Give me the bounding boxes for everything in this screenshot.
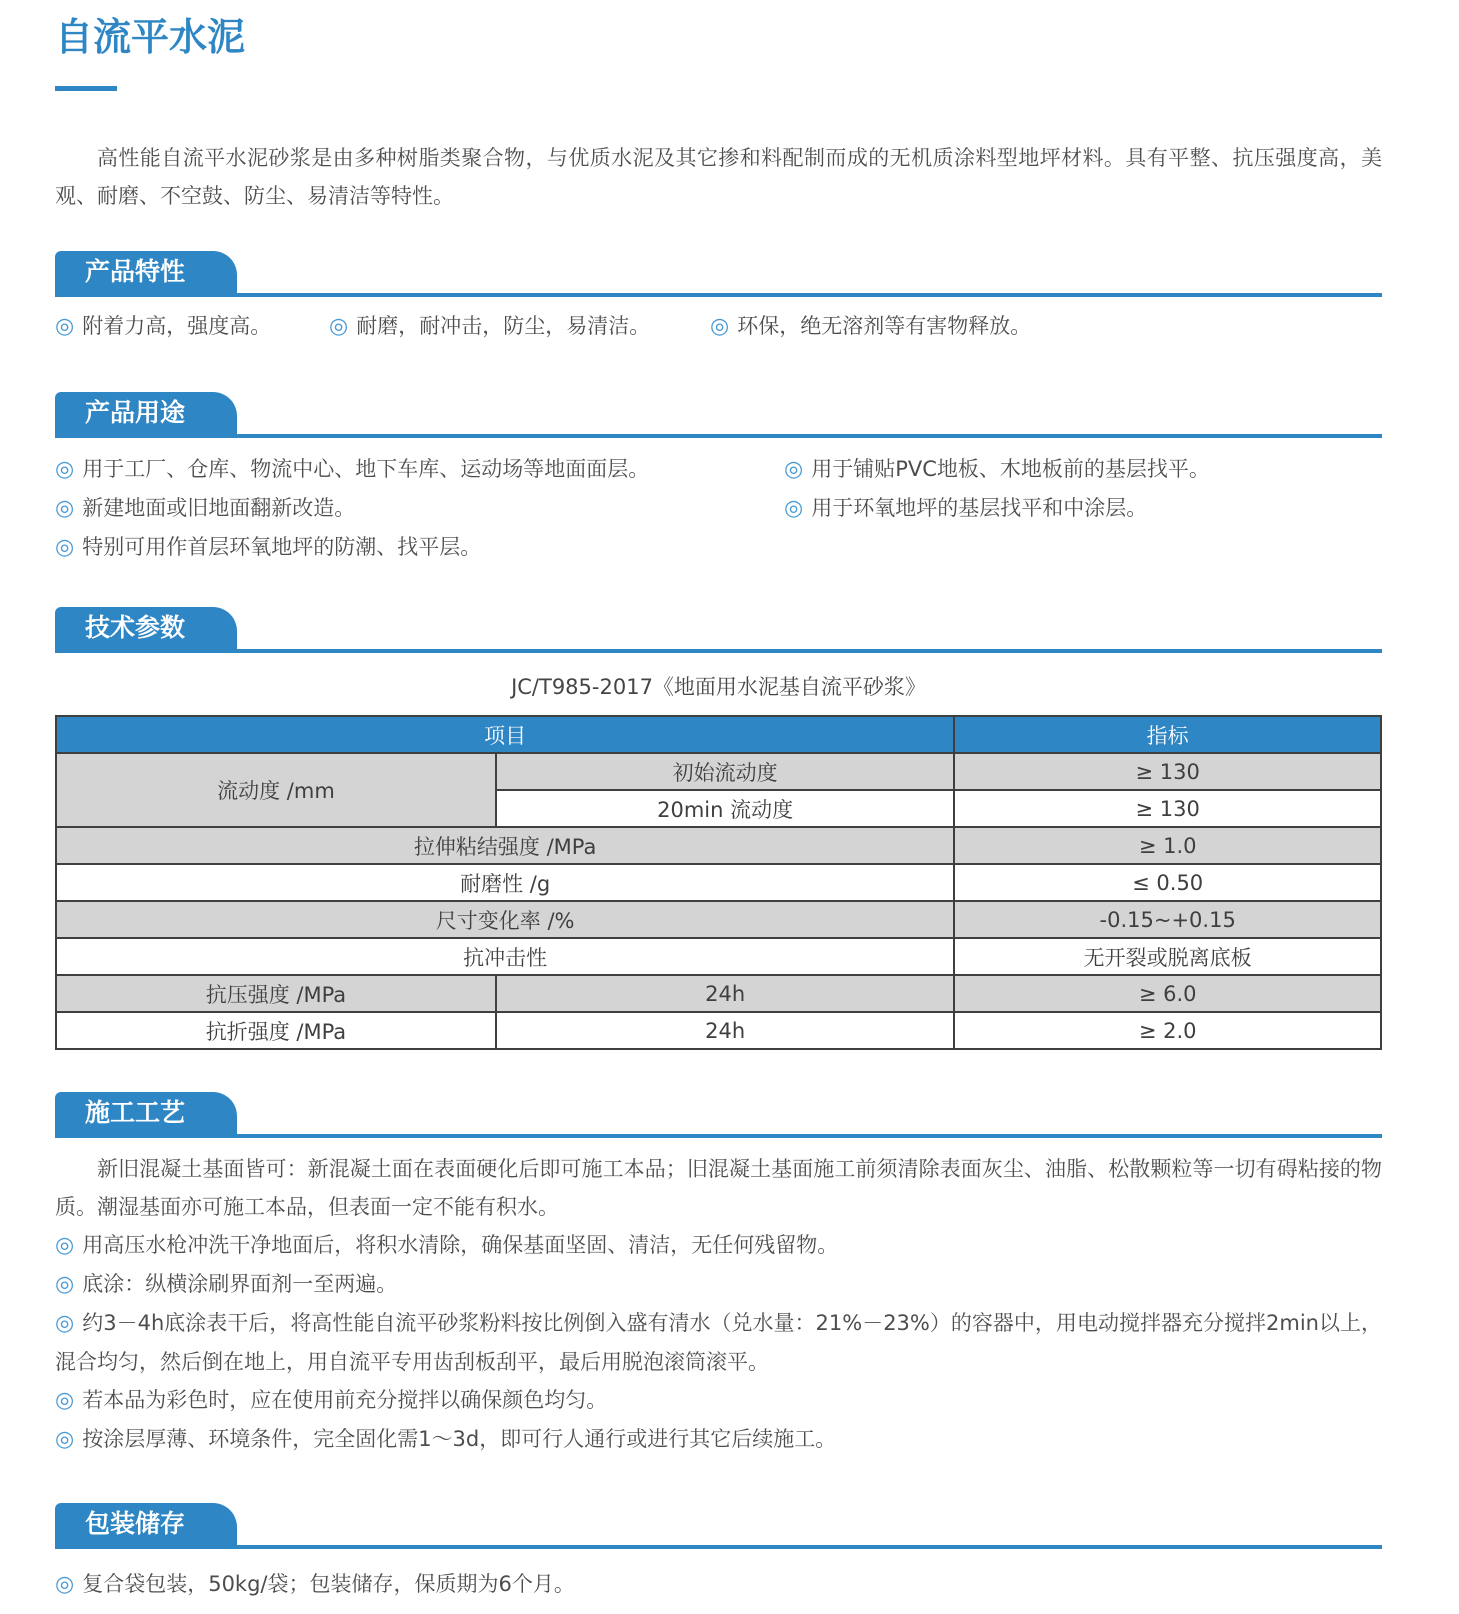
ring-bullet-icon: ◎ <box>784 457 804 482</box>
use-text: 用于工厂、仓库、物流中心、地下车库、运动场等地面面层。 <box>82 457 650 481</box>
table-header-row <box>56 716 1381 753</box>
section-rule <box>55 434 1382 438</box>
section-header-process <box>55 1092 1382 1138</box>
table-cell: 拉伸粘结强度 /MPa <box>56 827 954 864</box>
list-item <box>55 528 784 567</box>
section-tab-packaging: 包装储存 <box>55 1503 237 1545</box>
table-cell: ≥ 6.0 <box>954 975 1381 1012</box>
table-cell: 20min 流动度 <box>496 790 954 827</box>
table-cell: 24h <box>496 1012 954 1049</box>
ring-bullet-icon: ◎ <box>55 1572 75 1597</box>
process-steps-list <box>55 1226 1382 1459</box>
step-text: 底涂：纵横涂刷界面剂一至两遍。 <box>82 1272 398 1296</box>
table-cell: 尺寸变化率 /% <box>56 901 954 938</box>
table-row <box>56 1012 1381 1049</box>
section-header-tech <box>55 607 1382 653</box>
section-rule <box>55 293 1382 297</box>
section-tab-tech: 技术参数 <box>55 607 237 649</box>
feature-text: 附着力高，强度高。 <box>82 314 272 338</box>
product-spec-page <box>0 14 1459 1614</box>
uses-right-column <box>784 450 1382 567</box>
list-item <box>710 307 1031 346</box>
list-item <box>329 307 710 346</box>
table-row <box>56 827 1381 864</box>
section-tab-process: 施工工艺 <box>55 1092 237 1134</box>
column-header-item: 项目 <box>56 716 954 753</box>
section-rule <box>55 1134 1382 1138</box>
table-cell: 抗冲击性 <box>56 938 954 975</box>
ring-bullet-icon: ◎ <box>784 496 804 521</box>
use-text: 特别可用作首层环氧地坪的防潮、找平层。 <box>82 535 482 559</box>
table-row <box>56 901 1381 938</box>
table-cell: ≥ 130 <box>954 790 1381 827</box>
table-cell: 初始流动度 <box>496 753 954 790</box>
table-cell: 耐磨性 /g <box>56 864 954 901</box>
list-item <box>55 1304 1382 1381</box>
list-item <box>784 450 1382 489</box>
list-item <box>784 489 1382 528</box>
step-text: 按涂层厚薄、环境条件，完全固化需1～3d，即可行人通行或进行其它后续施工。 <box>82 1427 837 1451</box>
table-cell: 无开裂或脱离底板 <box>954 938 1381 975</box>
ring-bullet-icon: ◎ <box>55 314 75 339</box>
standard-reference: JC/T985-2017《地面用水泥基自流平砂浆》 <box>511 675 926 699</box>
section-rule <box>55 649 1382 653</box>
ring-bullet-icon: ◎ <box>55 1388 75 1413</box>
list-item <box>55 1226 1382 1265</box>
table-cell: ≥ 2.0 <box>954 1012 1381 1049</box>
process-paragraph: 新旧混凝土基面皆可：新混凝土面在表面硬化后即可施工本品；旧混凝土基面施工前须清除表面灰尘、油脂、松散颗粒等一切有碍粘接的物质。潮湿基面亦可施工本品，但表面一定不能有积水。 <box>55 1157 1382 1219</box>
table-cell: 抗压强度 /MPa <box>56 975 496 1012</box>
list-item <box>55 1420 1382 1459</box>
step-text: 用高压水枪冲洗干净地面后，将积水清除，确保基面坚固、清洁，无任何残留物。 <box>82 1233 839 1257</box>
table-cell: 流动度 /mm <box>56 753 496 827</box>
step-text: 约3－4h底涂表干后，将高性能自流平砂浆粉料按比例倒入盛有清水（兑水量：21%－23%）的容器中，用电动搅拌器充分搅拌2min以上，混合均匀，然后倒在地上，用自流平专用齿刮板刮平，最后用脱泡滚筒滚平。 <box>55 1311 1383 1374</box>
section-tab-features: 产品特性 <box>55 251 237 293</box>
ring-bullet-icon: ◎ <box>55 1233 75 1258</box>
section-tab-uses: 产品用途 <box>55 392 237 434</box>
section-header-packaging <box>55 1503 1382 1549</box>
table-cell: ≥ 1.0 <box>954 827 1381 864</box>
page-title: 自流平水泥 <box>55 15 246 59</box>
spec-table <box>55 715 1382 1050</box>
uses-left-column <box>55 450 784 567</box>
packaging-text: 复合袋包装，50kg/袋；包装储存，保质期为6个月。 <box>82 1572 575 1596</box>
ring-bullet-icon: ◎ <box>329 314 349 339</box>
ring-bullet-icon: ◎ <box>55 1272 75 1297</box>
ring-bullet-icon: ◎ <box>55 1427 75 1452</box>
list-item <box>55 1381 1382 1420</box>
feature-text: 耐磨，耐冲击，防尘，易清洁。 <box>356 314 651 338</box>
ring-bullet-icon: ◎ <box>710 314 730 339</box>
table-cell: ≥ 130 <box>954 753 1381 790</box>
ring-bullet-icon: ◎ <box>55 1311 75 1336</box>
table-row <box>56 975 1381 1012</box>
use-text: 用于环氧地坪的基层找平和中涂层。 <box>811 496 1148 520</box>
ring-bullet-icon: ◎ <box>55 457 75 482</box>
list-item <box>55 450 784 489</box>
table-row <box>56 938 1381 975</box>
section-header-uses <box>55 392 1382 438</box>
table-cell: ≤ 0.50 <box>954 864 1381 901</box>
use-text: 新建地面或旧地面翻新改造。 <box>82 496 356 520</box>
ring-bullet-icon: ◎ <box>55 496 75 521</box>
step-text: 若本品为彩色时，应在使用前充分搅拌以确保颜色均匀。 <box>82 1388 608 1412</box>
section-header-features <box>55 251 1382 297</box>
section-rule <box>55 1545 1382 1549</box>
table-cell: 抗折强度 /MPa <box>56 1012 496 1049</box>
title-underline <box>55 86 117 91</box>
table-cell: 24h <box>496 975 954 1012</box>
list-item <box>55 307 329 346</box>
table-row <box>56 753 1381 790</box>
features-list <box>55 307 1382 346</box>
feature-text: 环保，绝无溶剂等有害物释放。 <box>737 314 1032 338</box>
table-row <box>56 864 1381 901</box>
list-item <box>55 489 784 528</box>
list-item <box>55 1265 1382 1304</box>
uses-list <box>55 450 1382 567</box>
use-text: 用于铺贴PVC地板、木地板前的基层找平。 <box>811 457 1210 481</box>
list-item <box>55 1565 1382 1604</box>
column-header-index: 指标 <box>954 716 1381 753</box>
ring-bullet-icon: ◎ <box>55 535 75 560</box>
table-cell: -0.15~+0.15 <box>954 901 1381 938</box>
intro-paragraph: 高性能自流平水泥砂浆是由多种树脂类聚合物，与优质水泥及其它掺和料配制而成的无机质涂料型地坪材料。具有平整、抗压强度高，美观、耐磨、不空鼓、防尘、易清洁等特性。 <box>55 146 1382 208</box>
